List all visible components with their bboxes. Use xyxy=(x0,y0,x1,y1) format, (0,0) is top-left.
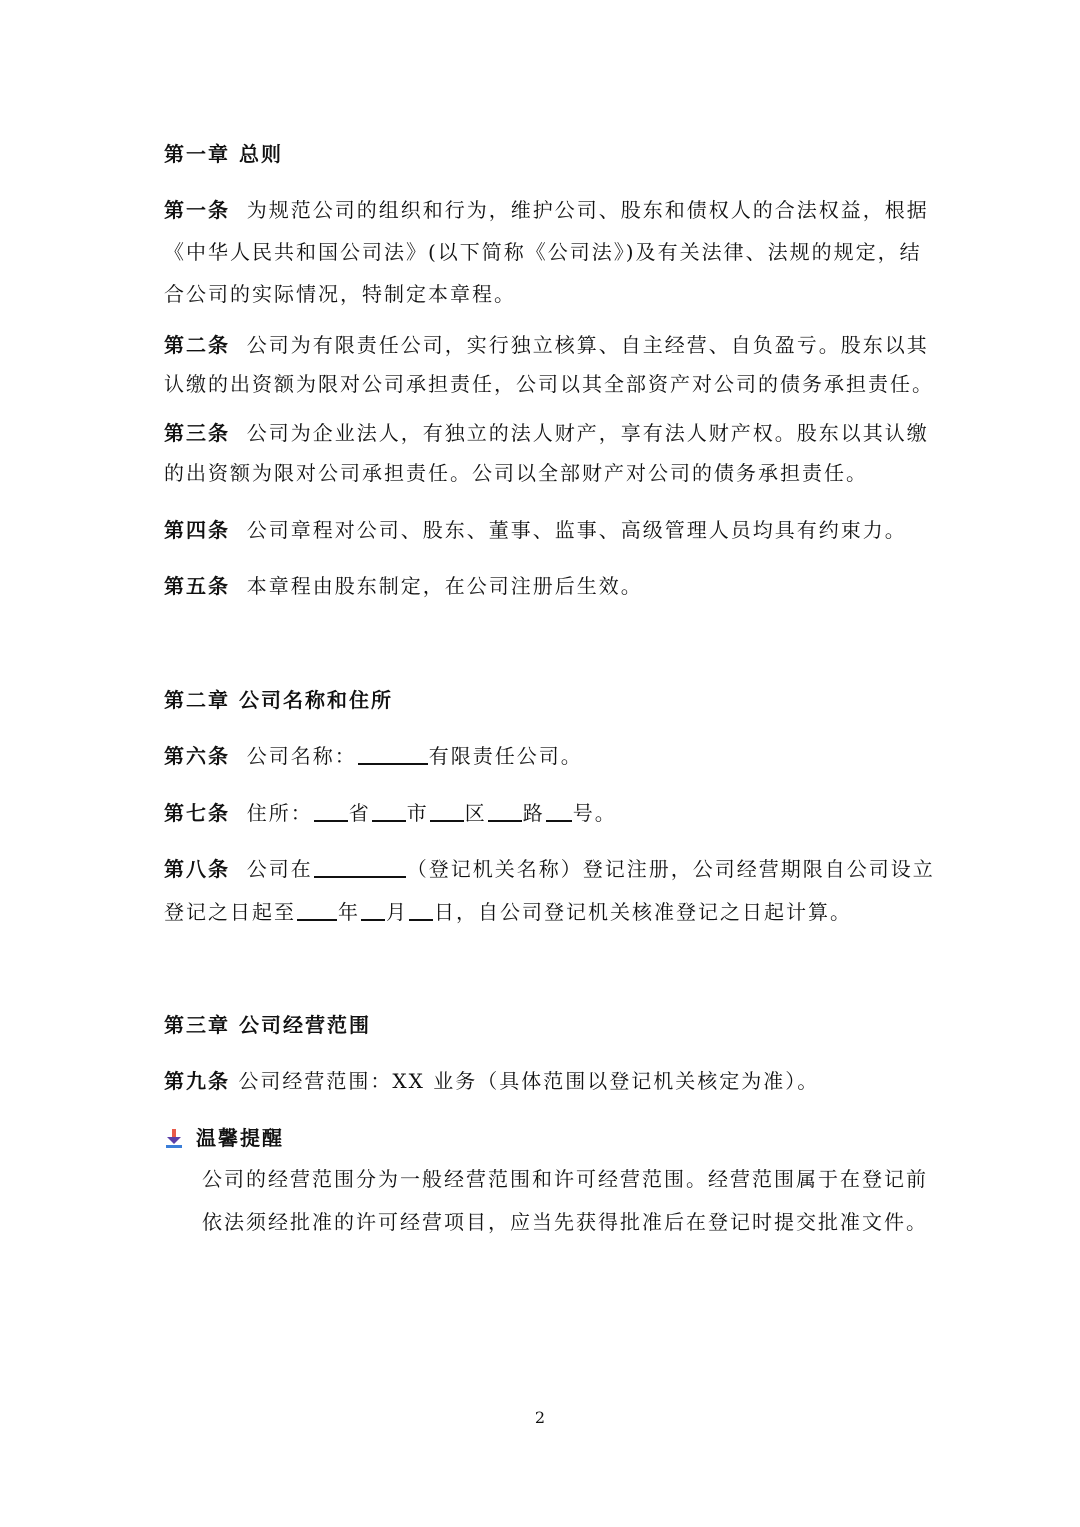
article-9-line-1 xyxy=(164,1067,916,1095)
province-blank xyxy=(314,800,348,822)
article-1-line-3: 合公司的实际情况，特制定本章程。 xyxy=(164,282,516,306)
city-label: 市 xyxy=(406,801,429,825)
article-1-line-2: 《中华人民共和国公司法》(以下简称《公司法》)及有关法律、法规的规定，结 xyxy=(164,240,922,264)
year-label: 年 xyxy=(338,900,360,924)
article-1-text-1: 为规范公司的组织和行为，维护公司、股东和债权人的合法权益，根据 xyxy=(246,198,929,222)
article-5-line-1 xyxy=(164,572,916,600)
article-6-label: 第六条 xyxy=(164,744,230,768)
article-1-label: 第一条 xyxy=(164,198,230,222)
tip-line-1: 公司的经营范围分为一般经营范围和许可经营范围。经营范围属于在登记前 xyxy=(202,1167,928,1191)
article-8-label: 第八条 xyxy=(164,857,230,881)
registration-authority-blank xyxy=(314,856,406,878)
article-2-line-1 xyxy=(164,331,929,359)
district-blank xyxy=(430,800,464,822)
chapter-3-title: 第三章 公司经营范围 xyxy=(164,1013,371,1037)
article-5-label: 第五条 xyxy=(164,574,230,598)
article-4-text-1: 公司章程对公司、股东、董事、监事、高级管理人员均具有约束力。 xyxy=(246,518,907,542)
district-label: 区 xyxy=(464,801,487,825)
company-name-blank xyxy=(358,743,428,765)
article-8-text-2: 登记之日起至 xyxy=(164,900,296,924)
article-7-prefix: 住所： xyxy=(246,801,313,825)
article-8-line-2 xyxy=(164,898,916,926)
day-blank xyxy=(409,899,433,921)
article-6-suffix: 有限责任公司。 xyxy=(428,744,583,768)
article-5-text-1: 本章程由股东制定，在公司注册后生效。 xyxy=(246,574,643,598)
tip-heading xyxy=(166,1124,284,1152)
number-blank xyxy=(546,800,572,822)
article-2-label: 第二条 xyxy=(164,333,230,357)
article-1-line-1 xyxy=(164,196,929,224)
tip-line-2: 依法须经批准的许可经营项目，应当先获得批准后在登记时提交批准文件。 xyxy=(202,1210,928,1234)
article-3-line-1 xyxy=(164,419,929,447)
city-blank xyxy=(372,800,406,822)
article-9-label: 第九条 xyxy=(164,1069,230,1093)
article-8-line-1 xyxy=(164,855,935,883)
month-label: 月 xyxy=(386,900,408,924)
article-8-text-3: 日，自公司登记机关核准登记之日起计算。 xyxy=(434,900,852,924)
month-blank xyxy=(361,899,385,921)
article-8-prefix: 公司在 xyxy=(246,857,313,881)
chapter-1-title: 第一章 总则 xyxy=(164,142,283,166)
article-3-line-2: 的出资额为限对公司承担责任。公司以全部财产对公司的债务承担责任。 xyxy=(164,461,868,485)
download-arrow-icon xyxy=(166,1128,182,1148)
article-4-line-1 xyxy=(164,516,916,544)
road-label: 路 xyxy=(522,801,545,825)
page-number: 2 xyxy=(534,1408,546,1427)
article-7-line-1 xyxy=(164,799,916,827)
number-label: 号。 xyxy=(572,801,617,825)
article-3-label: 第三条 xyxy=(164,421,230,445)
article-9-text-1: 公司经营范围：XX 业务（具体范围以登记机关核定为准）。 xyxy=(238,1069,820,1093)
road-blank xyxy=(488,800,522,822)
article-2-line-2: 认缴的出资额为限对公司承担责任，公司以其全部资产对公司的债务承担责任。 xyxy=(164,372,934,396)
year-blank xyxy=(297,899,337,921)
article-7-label: 第七条 xyxy=(164,801,230,825)
article-4-label: 第四条 xyxy=(164,518,230,542)
article-6-line-1 xyxy=(164,742,916,770)
article-3-text-1: 公司为企业法人，有独立的法人财产，享有法人财产权。股东以其认缴 xyxy=(246,421,929,445)
article-8-text-1: （登记机关名称）登记注册，公司经营期限自公司设立 xyxy=(406,857,935,881)
article-6-prefix: 公司名称： xyxy=(246,744,357,768)
chapter-2-title: 第二章 公司名称和住所 xyxy=(164,688,393,712)
tip-title: 温馨提醒 xyxy=(196,1126,284,1150)
article-2-text-1: 公司为有限责任公司，实行独立核算、自主经营、自负盈亏。股东以其 xyxy=(246,333,929,357)
province-label: 省 xyxy=(348,801,371,825)
